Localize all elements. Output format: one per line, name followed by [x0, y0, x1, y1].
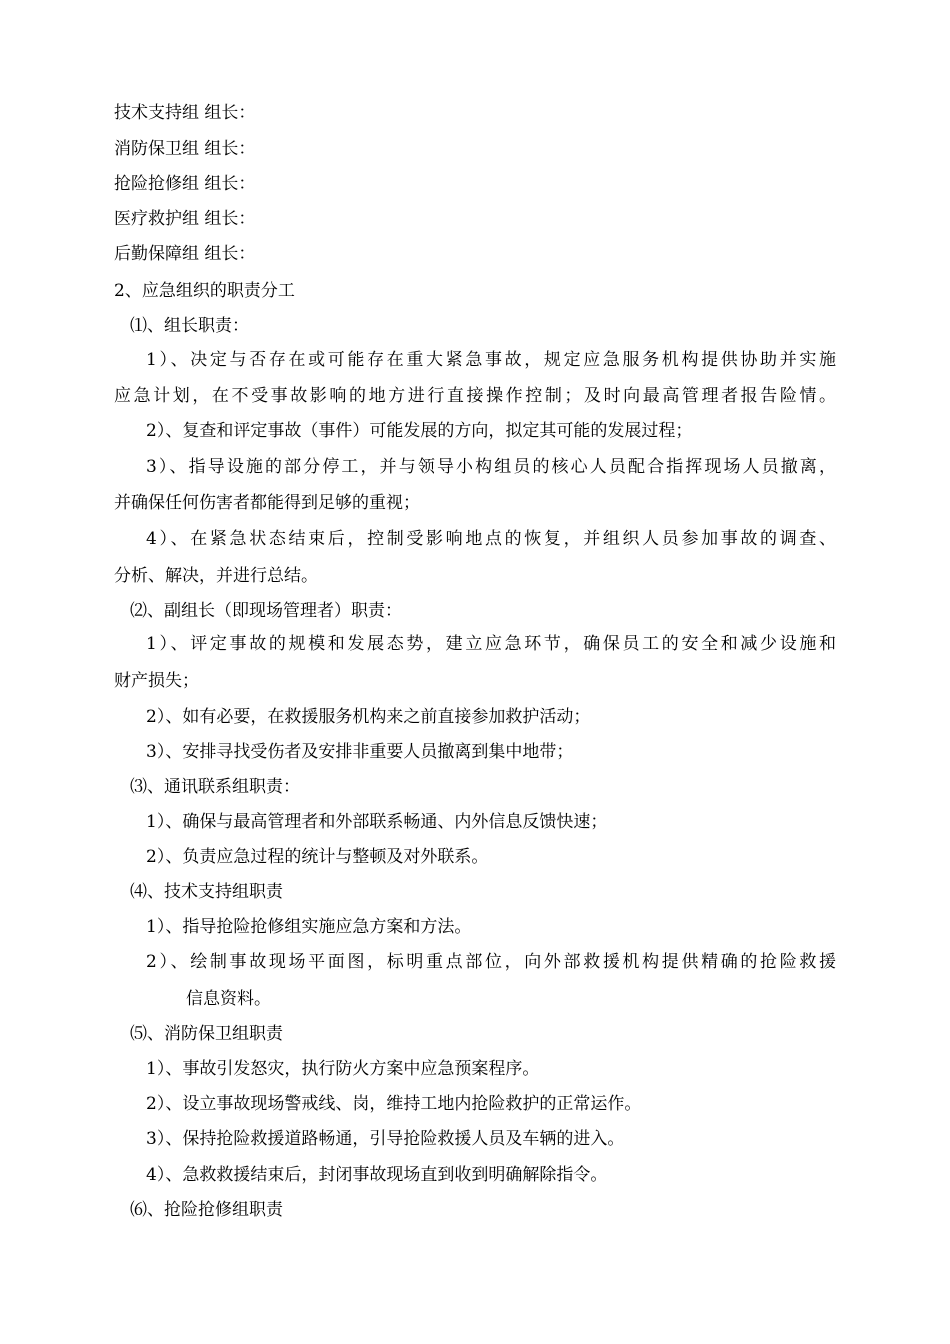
text-line: 技术支持组 组长： [114, 103, 256, 123]
text-line: 消防保卫组 组长： [114, 139, 256, 159]
subsection-heading: ⑸、消防保卫组职责 [130, 1024, 283, 1044]
subsection-heading: ⑶、通讯联系组职责： [130, 777, 300, 797]
subsection-heading: ⑴、组长职责： [130, 316, 249, 336]
text-line: 3）、安排寻找受伤者及安排非重要人员撤离到集中地带； [146, 742, 574, 762]
text-line: 1）、评定事故的规模和发展态势，建立应急环节，确保员工的安全和减少设施和 [146, 634, 836, 654]
text-line: 财产损失； [114, 671, 199, 691]
text-line: 并确保任何伤害者都能得到足够的重视； [114, 493, 420, 513]
text-line: 1）、决定与否存在或可能存在重大紧急事故，规定应急服务机构提供协助并实施 [146, 350, 836, 370]
text-line: 医疗救护组 组长： [114, 209, 256, 229]
text-line: 4）、在紧急状态结束后，控制受影响地点的恢复，并组织人员参加事故的调查、 [146, 529, 836, 549]
text-line: 应急计划，在不受事故影响的地方进行直接操作控制；及时向最高管理者报告险情。 [114, 386, 836, 406]
text-line: 3）、指导设施的部分停工，并与领导小构组员的核心人员配合指挥现场人员撤离， [146, 457, 836, 477]
subsection-heading: ⑵、副组长（即现场管理者）职责： [130, 601, 402, 621]
text-line: 1）、确保与最高管理者和外部联系畅通、内外信息反馈快速； [146, 812, 608, 832]
text-line: 4）、急救救援结束后，封闭事故现场直到收到明确解除指令。 [146, 1165, 608, 1185]
text-line: 信息资料。 [186, 989, 271, 1009]
subsection-heading: ⑹、抢险抢修组职责 [130, 1200, 283, 1220]
text-line: 2）、设立事故现场警戒线、岗，维持工地内抢险救护的正常运作。 [146, 1094, 642, 1114]
text-line: 2）、绘制事故现场平面图，标明重点部位，向外部救援机构提供精确的抢险救援 [146, 952, 836, 972]
text-line: 抢险抢修组 组长： [114, 174, 256, 194]
text-line: 2）、负责应急过程的统计与整顿及对外联系。 [146, 847, 489, 867]
text-line: 2）、如有必要，在救援服务机构来之前直接参加救护活动； [146, 707, 591, 727]
text-line: 2）、复查和评定事故（事件）可能发展的方向，拟定其可能的发展过程； [146, 421, 693, 441]
text-line: 1）、指导抢险抢修组实施应急方案和方法。 [146, 917, 472, 937]
text-line: 分析、解决，并进行总结。 [114, 566, 318, 586]
subsection-heading: ⑷、技术支持组职责 [130, 882, 283, 902]
text-line: 3）、保持抢险救援道路畅通，引导抢险救援人员及车辆的进入。 [146, 1129, 625, 1149]
text-line: 后勤保障组 组长： [114, 244, 256, 264]
text-line: 1）、事故引发怒灾，执行防火方案中应急预案程序。 [146, 1059, 540, 1079]
section-heading: 2、应急组织的职责分工 [114, 281, 295, 301]
